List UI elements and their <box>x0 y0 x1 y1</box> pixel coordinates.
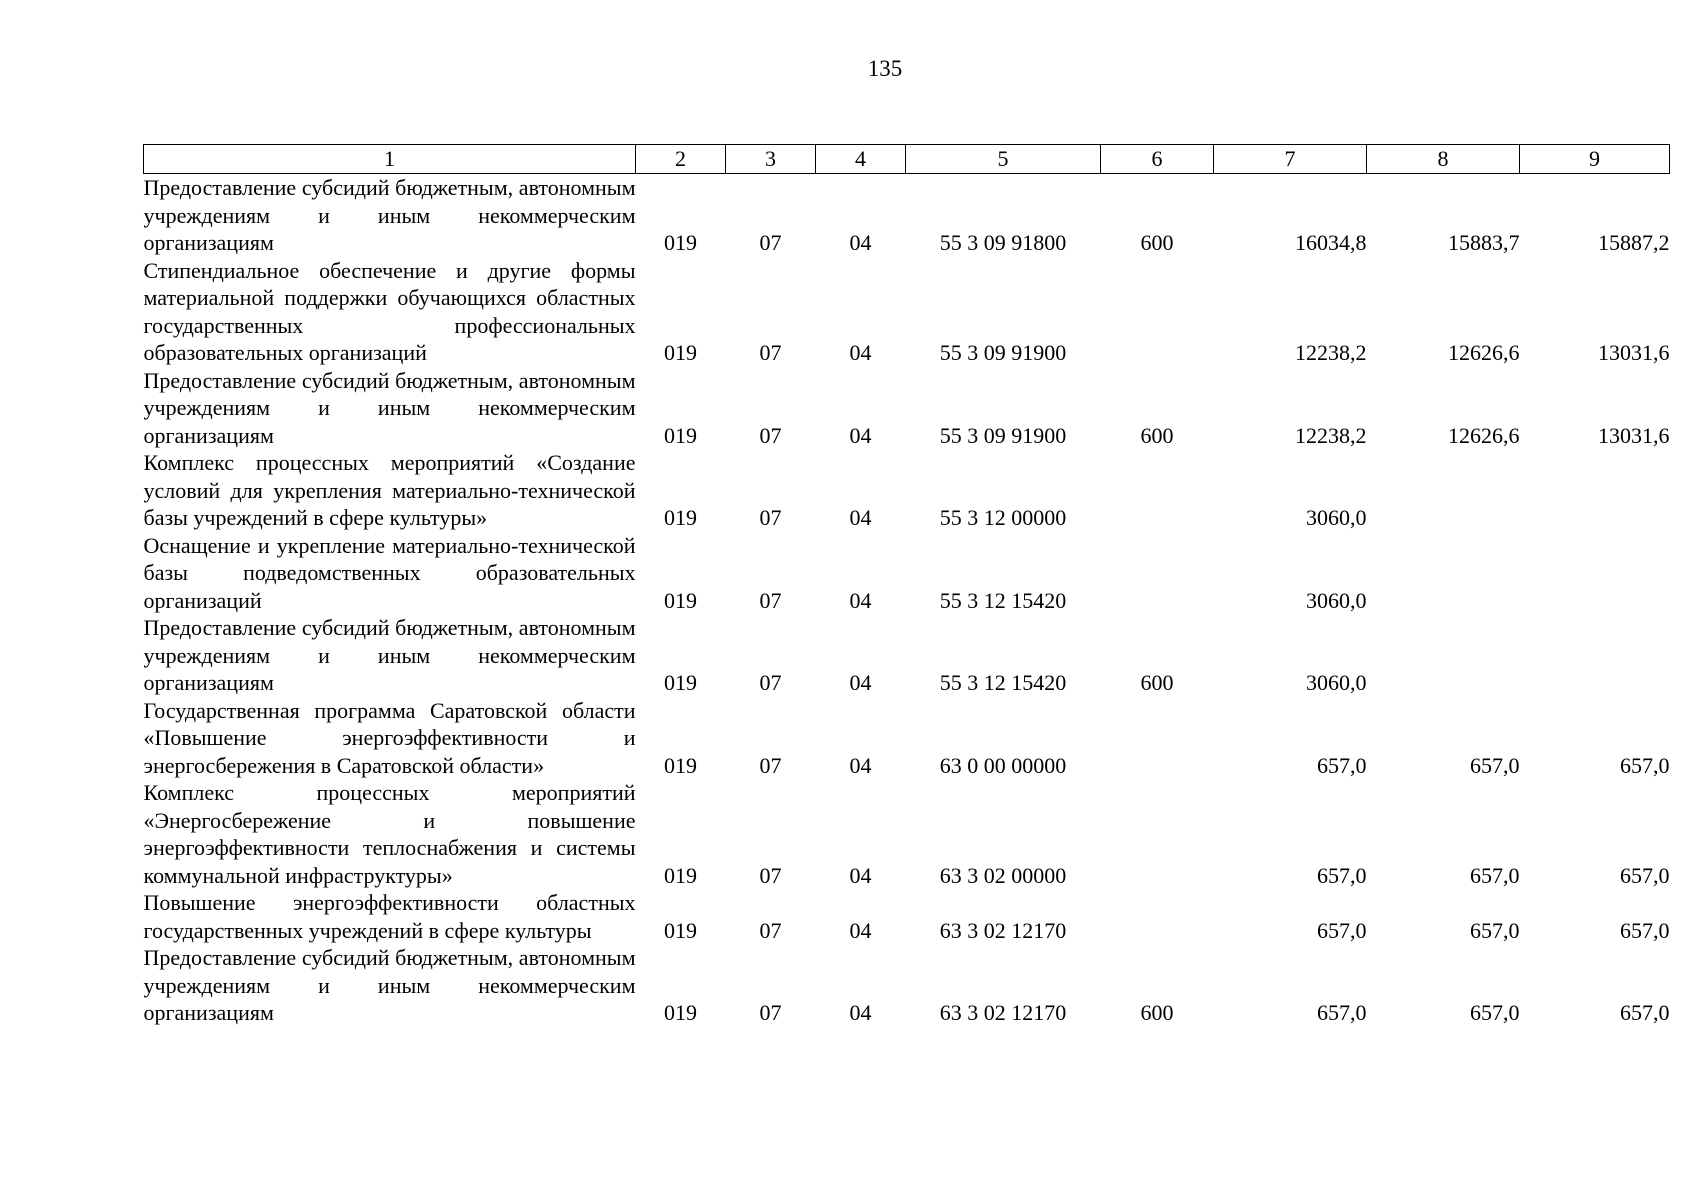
section-code: 07 <box>759 752 782 778</box>
target-article-code: 63 3 02 12170 <box>939 917 1067 943</box>
row-name: Повышение энергоэффективности областных государственных учреждений в сфере культуры <box>143 890 636 943</box>
amount-col7: 12238,2 <box>1295 340 1367 365</box>
column-header-8: 8 <box>1367 145 1520 174</box>
ministry-code: 019 <box>664 587 697 613</box>
column-header-5: 5 <box>906 145 1101 174</box>
subsection-code: 04 <box>849 340 872 365</box>
amount-col8 <box>1367 614 1520 697</box>
amount-col7: 657,0 <box>1317 752 1367 778</box>
table-row <box>144 889 1670 944</box>
expense-type-code <box>1101 449 1214 532</box>
table-row <box>144 257 1670 367</box>
section-code: 07 <box>759 862 782 888</box>
target-article-code: 63 3 02 00000 <box>939 862 1067 888</box>
page-number: 135 <box>867 56 903 81</box>
target-article-code: 55 3 09 91900 <box>939 340 1067 365</box>
table-row <box>144 779 1670 889</box>
section-code: 07 <box>759 917 782 943</box>
table-row <box>144 367 1670 450</box>
row-name: Предоставление субсидий бюджетным, автономным учреждениям и иным некоммерческим организациям <box>143 945 636 1025</box>
amount-col8: 657,0 <box>1470 1000 1520 1025</box>
amount-col9: 657,0 <box>1620 752 1670 778</box>
table-row <box>144 449 1670 532</box>
amount-col9: 657,0 <box>1620 862 1670 888</box>
amount-col7: 657,0 <box>1317 1000 1367 1025</box>
amount-col7: 657,0 <box>1317 862 1367 888</box>
ministry-code: 019 <box>664 505 697 530</box>
target-article-code: 55 3 12 00000 <box>939 505 1067 530</box>
column-header-1: 1 <box>144 145 636 174</box>
subsection-code: 04 <box>849 1000 872 1025</box>
subsection-code: 04 <box>849 230 872 255</box>
ministry-code: 019 <box>664 340 697 365</box>
ministry-code: 019 <box>664 422 697 448</box>
amount-col8: 657,0 <box>1470 917 1520 943</box>
table-header <box>144 145 1670 174</box>
amount-col9: 657,0 <box>1620 1000 1670 1025</box>
subsection-code: 04 <box>849 422 872 448</box>
expense-type-code <box>1101 779 1214 889</box>
amount-col7: 12238,2 <box>1295 422 1367 448</box>
amount-col8: 12626,6 <box>1448 340 1520 365</box>
table-row <box>144 532 1670 615</box>
column-header-9: 9 <box>1520 145 1670 174</box>
amount-col9 <box>1520 449 1670 532</box>
section-code: 07 <box>759 422 782 448</box>
target-article-code: 63 0 00 00000 <box>939 752 1067 778</box>
table-row <box>144 174 1670 257</box>
section-code: 07 <box>759 505 782 530</box>
expense-type-code: 600 <box>1140 422 1174 448</box>
amount-col7: 16034,8 <box>1295 230 1367 255</box>
column-header-6: 6 <box>1101 145 1214 174</box>
section-code: 07 <box>759 1000 782 1025</box>
subsection-code: 04 <box>849 587 872 613</box>
expense-type-code: 600 <box>1140 1000 1174 1025</box>
row-name: Стипендиальное обеспечение и другие формы материальной поддержки обучающихся областных государственных профессиональных образовательных организаций <box>143 257 636 365</box>
target-article-code: 55 3 12 15420 <box>939 670 1067 695</box>
amount-col8: 12626,6 <box>1448 422 1520 448</box>
amount-col9: 15887,2 <box>1598 230 1670 255</box>
table-body <box>144 174 1670 1027</box>
budget-table <box>143 144 1670 1027</box>
row-name: Предоставление субсидий бюджетным, автономным учреждениям и иным некоммерческим организациям <box>143 615 636 695</box>
target-article-code: 55 3 09 91800 <box>939 230 1067 255</box>
amount-col9: 13031,6 <box>1598 340 1670 365</box>
amount-col9 <box>1520 532 1670 615</box>
ministry-code: 019 <box>664 917 697 943</box>
column-header-3: 3 <box>726 145 816 174</box>
ministry-code: 019 <box>664 230 697 255</box>
row-name: Предоставление субсидий бюджетным, автономным учреждениям и иным некоммерческим организациям <box>143 175 636 255</box>
column-header-7: 7 <box>1214 145 1367 174</box>
column-header-2: 2 <box>636 145 726 174</box>
amount-col7: 657,0 <box>1317 917 1367 943</box>
subsection-code: 04 <box>849 505 872 530</box>
table-row <box>144 944 1670 1027</box>
target-article-code: 55 3 12 15420 <box>939 587 1067 613</box>
amount-col7: 3060,0 <box>1306 587 1367 613</box>
row-name: Комплекс процессных мероприятий «Создание условий для укрепления материально-технической базы учреждений в сфере культуры» <box>143 450 636 530</box>
amount-col9: 657,0 <box>1620 917 1670 943</box>
header-row <box>144 145 1670 174</box>
section-code: 07 <box>759 587 782 613</box>
table-row <box>144 614 1670 697</box>
subsection-code: 04 <box>849 752 872 778</box>
section-code: 07 <box>759 230 782 255</box>
row-name: Оснащение и укрепление материально-технической базы подведомственных образовательных организаций <box>143 532 636 613</box>
amount-col8: 657,0 <box>1470 752 1520 778</box>
amount-col7: 3060,0 <box>1306 670 1367 695</box>
amount-col8: 657,0 <box>1470 862 1520 888</box>
section-code: 07 <box>759 340 782 365</box>
row-name: Предоставление субсидий бюджетным, автономным учреждениям и иным некоммерческим организациям <box>143 367 636 448</box>
subsection-code: 04 <box>849 917 872 943</box>
expense-type-code <box>1101 532 1214 615</box>
ministry-code: 019 <box>664 1000 697 1025</box>
target-article-code: 55 3 09 91900 <box>939 422 1067 448</box>
ministry-code: 019 <box>664 670 697 695</box>
subsection-code: 04 <box>849 862 872 888</box>
ministry-code: 019 <box>664 752 697 778</box>
row-name: Комплекс процессных мероприятий «Энергосбережение и повышение энергоэффективности теплоснабжения и системы коммунальной инфраструктуры» <box>143 780 636 888</box>
expense-type-code: 600 <box>1140 670 1174 695</box>
ministry-code: 019 <box>664 862 697 888</box>
expense-type-code <box>1101 697 1214 780</box>
expense-type-code: 600 <box>1140 230 1174 255</box>
expense-type-code <box>1101 257 1214 367</box>
expense-type-code <box>1101 889 1214 944</box>
amount-col7: 3060,0 <box>1306 505 1367 530</box>
row-name: Государственная программа Саратовской области «Повышение энергоэффективности и энергосбережения в Саратовской области» <box>143 697 636 778</box>
amount-col9: 13031,6 <box>1598 422 1670 448</box>
amount-col8: 15883,7 <box>1448 230 1520 255</box>
column-header-4: 4 <box>816 145 906 174</box>
amount-col8 <box>1367 532 1520 615</box>
subsection-code: 04 <box>849 670 872 695</box>
amount-col8 <box>1367 449 1520 532</box>
amount-col9 <box>1520 614 1670 697</box>
target-article-code: 63 3 02 12170 <box>939 1000 1067 1025</box>
table-row <box>144 697 1670 780</box>
section-code: 07 <box>759 670 782 695</box>
